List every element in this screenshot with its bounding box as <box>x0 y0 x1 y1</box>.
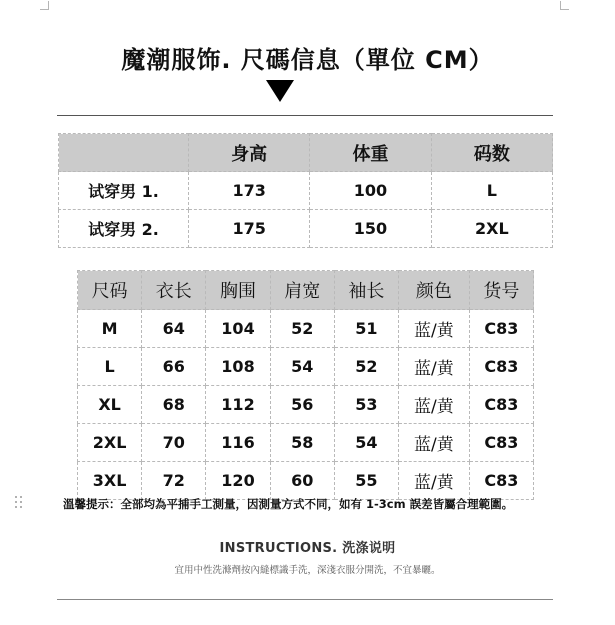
size-cell: L <box>78 348 142 386</box>
size-cell: C83 <box>469 348 533 386</box>
size-cell: M <box>78 310 142 348</box>
size-table <box>77 270 534 500</box>
down-arrow-icon <box>266 80 294 102</box>
table-row <box>78 424 534 462</box>
fit-header-cell <box>59 134 189 172</box>
size-cell: 68 <box>142 386 206 424</box>
fit-header-cell: 体重 <box>310 134 431 172</box>
size-header-cell: 衣长 <box>142 271 206 310</box>
size-cell: 54 <box>270 348 334 386</box>
size-cell: 蓝/黄 <box>399 462 470 500</box>
table-row <box>78 386 534 424</box>
size-header-cell: 肩宽 <box>270 271 334 310</box>
size-cell: 72 <box>142 462 206 500</box>
fit-cell: 173 <box>189 172 310 210</box>
table-row <box>78 348 534 386</box>
fit-cell: 175 <box>189 210 310 248</box>
table-row <box>78 462 534 500</box>
fit-cell: 100 <box>310 172 431 210</box>
size-cell: 64 <box>142 310 206 348</box>
size-cell: XL <box>78 386 142 424</box>
instructions-title: INSTRUCTIONS. 洗涤说明 <box>219 541 396 556</box>
size-cell: 58 <box>270 424 334 462</box>
fit-table <box>58 133 553 248</box>
size-cell: 52 <box>334 348 398 386</box>
size-cell: 55 <box>334 462 398 500</box>
page-corner-mark-left <box>40 1 49 10</box>
table-row <box>78 310 534 348</box>
size-cell: 51 <box>334 310 398 348</box>
divider-bottom <box>57 599 553 600</box>
size-cell: C83 <box>469 462 533 500</box>
size-cell: 蓝/黄 <box>399 386 470 424</box>
size-header-cell: 货号 <box>469 271 533 310</box>
size-header-cell: 颜色 <box>399 271 470 310</box>
fit-cell: 150 <box>310 210 431 248</box>
table-row <box>59 172 553 210</box>
size-cell: 116 <box>206 424 270 462</box>
fit-table-header <box>59 134 553 172</box>
size-cell: C83 <box>469 310 533 348</box>
fit-header-cell: 身高 <box>189 134 310 172</box>
size-cell: 53 <box>334 386 398 424</box>
size-cell: 60 <box>270 462 334 500</box>
size-cell: 52 <box>270 310 334 348</box>
size-cell: 3XL <box>78 462 142 500</box>
size-cell: C83 <box>469 424 533 462</box>
fit-cell: 2XL <box>431 210 552 248</box>
size-cell: 104 <box>206 310 270 348</box>
size-cell: 112 <box>206 386 270 424</box>
fit-cell: 试穿男 2. <box>59 210 189 248</box>
fit-header-cell: 码数 <box>431 134 552 172</box>
size-cell: 蓝/黄 <box>399 348 470 386</box>
size-cell: C83 <box>469 386 533 424</box>
size-cell: 56 <box>270 386 334 424</box>
size-cell: 蓝/黄 <box>399 424 470 462</box>
page-corner-mark-right <box>560 1 569 10</box>
size-cell: 蓝/黄 <box>399 310 470 348</box>
size-header-cell: 尺码 <box>78 271 142 310</box>
fit-cell: L <box>431 172 552 210</box>
measurement-note: 溫馨提示：全部均為平捕手工測量，因測量方式不同，如有 1-3cm 誤差皆屬合理範圍。 <box>63 497 514 511</box>
instructions-text: 宜用中性洗滌劑按內縫標識手洗，深淺衣服分開洗，不宜暴曬。 <box>174 565 441 576</box>
page-title: 魔潮服饰. 尺碼信息（單位 CM） <box>121 46 494 74</box>
drag-handle-icon[interactable] <box>15 496 23 512</box>
table-row <box>59 210 553 248</box>
size-cell: 54 <box>334 424 398 462</box>
divider-top <box>57 115 553 116</box>
size-cell: 2XL <box>78 424 142 462</box>
size-table-header <box>78 271 534 310</box>
fit-cell: 试穿男 1. <box>59 172 189 210</box>
size-header-cell: 胸围 <box>206 271 270 310</box>
size-cell: 66 <box>142 348 206 386</box>
size-cell: 120 <box>206 462 270 500</box>
size-header-cell: 袖长 <box>334 271 398 310</box>
size-cell: 108 <box>206 348 270 386</box>
size-cell: 70 <box>142 424 206 462</box>
